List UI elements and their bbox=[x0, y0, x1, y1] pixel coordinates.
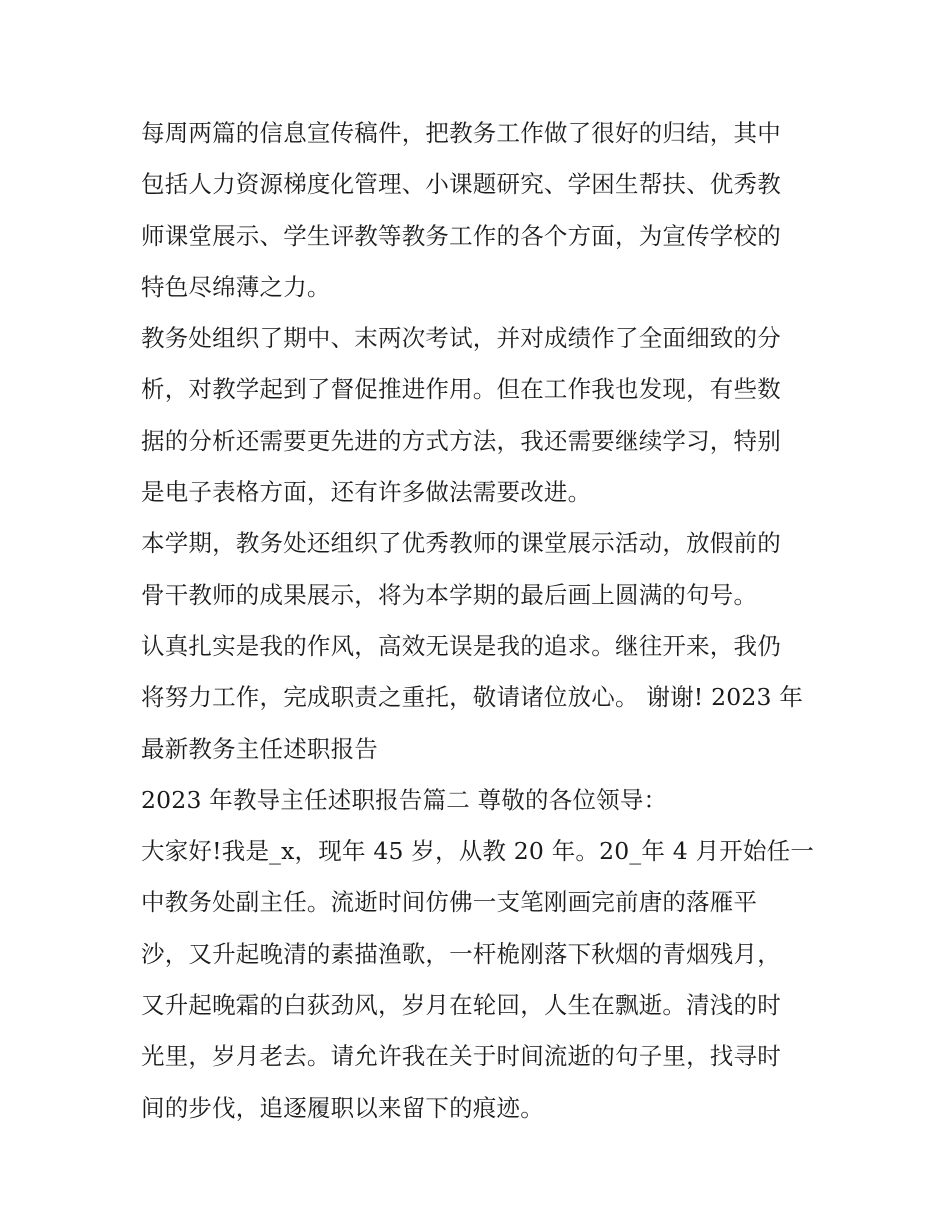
text-line: 认真扎实是我的作风，高效无误是我的追求。继往开来，我仍 bbox=[141, 631, 781, 660]
document-body bbox=[141, 108, 813, 1134]
text-line: 特色尽绵薄之力。 bbox=[141, 272, 331, 301]
text-line: 光里，岁月老去。请允许我在关于时间流逝的句子里，找寻时 bbox=[141, 1042, 781, 1071]
text-line: 是电子表格方面，还有许多做法需要改进。 bbox=[141, 478, 592, 507]
text-line: 最新教务主任述职报告 bbox=[141, 734, 378, 763]
text-line: 大家好!我是_x，现年 45 岁，从教 20 年。20_年 4 月开始任一 bbox=[141, 837, 815, 866]
text-line: 中教务处副主任。流逝时间仿佛一支笔刚画完前唐的落雁平 bbox=[141, 888, 758, 917]
text-line: 间的步伐，追逐履职以来留下的痕迹。 bbox=[141, 1093, 544, 1122]
text-line: 本学期，教务处还组织了优秀教师的课堂展示活动，放假前的 bbox=[141, 529, 781, 558]
text-line: 据的分析还需要更先进的方式方法，我还需要继续学习，特别 bbox=[141, 426, 781, 455]
text-line: 沙，又升起晚清的素描渔歌，一杆桅刚落下秋烟的青烟残月， bbox=[141, 939, 781, 968]
text-line: 教务处组织了期中、末两次考试，并对成绩作了全面细致的分 bbox=[141, 324, 781, 353]
text-line: 又升起晚霜的白荻劲风，岁月在轮回，人生在飘逝。清浅的时 bbox=[141, 991, 781, 1020]
text-line: 析，对教学起到了督促推进作用。但在工作我也发现，有些数 bbox=[141, 375, 781, 404]
text-line: 每周两篇的信息宣传稿件，把教务工作做了很好的归结，其中 bbox=[141, 119, 781, 147]
text-line: 骨干教师的成果展示，将为本学期的最后画上圆满的句号。 bbox=[141, 580, 758, 609]
text-line: 师课堂展示、学生评教等教务工作的各个方面，为宣传学校的 bbox=[141, 221, 781, 250]
text-line: 包括人力资源梯度化管理、小课题研究、学困生帮扶、优秀教 bbox=[141, 170, 781, 199]
text-line: 2023 年教导主任述职报告篇二 尊敬的各位领导： bbox=[141, 785, 668, 814]
text-line: 将努力工作，完成职责之重托，敬请诸位放心。 谢谢! 2023 年 bbox=[141, 683, 804, 712]
